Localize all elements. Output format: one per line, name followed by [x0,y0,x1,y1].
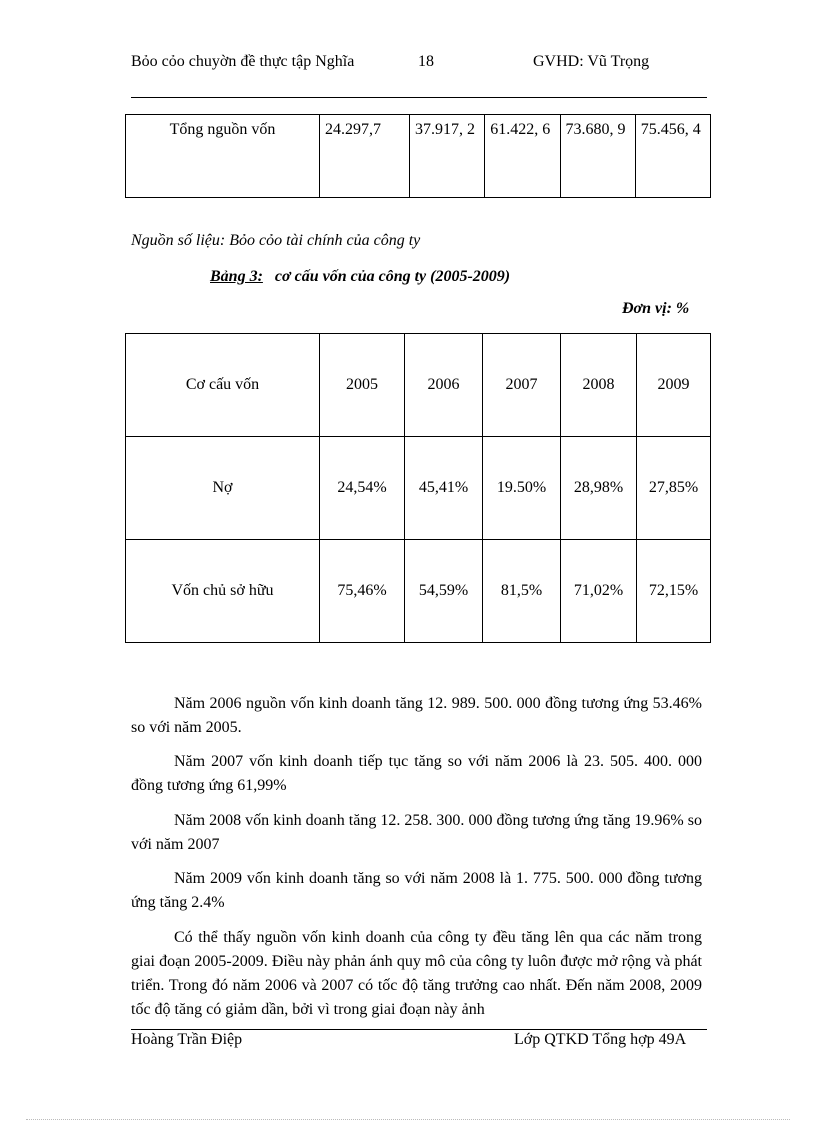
body-paragraph: Năm 2006 nguồn vốn kinh doanh tăng 12. 989. 500. 000 đồng tương ứng 53.46% so với năm 2005. [131,695,702,736]
source-note: Nguồn số liệu: Bỏo cỏo tài chính của công ty [131,232,421,249]
body-paragraph: Năm 2008 vốn kinh doanh tăng 12. 258. 300. 000 đồng tương ứng tăng 19.96% so với năm 2007 [131,812,702,853]
table-header-cell: Cơ cấu vốn [126,334,320,437]
table-cell: 72,15% [637,540,711,643]
table-cell: 19.50% [483,437,561,540]
header-divider [131,97,707,98]
table-header-cell: 2006 [405,334,483,437]
body-paragraph: Năm 2007 vốn kinh doanh tiếp tục tăng so với năm 2006 là 23. 505. 400. 000 đồng tương ứng 61,99% [131,753,702,794]
table-cell: 27,85% [637,437,711,540]
table-header-cell: 2007 [483,334,561,437]
caption-label: Bảng 3: [210,268,263,285]
footer-class: Lớp QTKD Tổng hợp 49A [514,1031,687,1048]
page-edge-divider [26,1119,790,1120]
table-header-cell: 2005 [320,334,405,437]
table-cell: 71,02% [561,540,637,643]
page-number: 18 [418,53,434,70]
body-paragraph: Năm 2009 vốn kinh doanh tăng so với năm 2008 là 1. 775. 500. 000 đồng tương ứng tăng 2.4% [131,870,702,911]
header-right-text: GVHD: Vũ Trọng [533,53,650,70]
unit-note: Đơn vị: % [622,300,690,317]
table-cell: 81,5% [483,540,561,643]
table-row [126,115,711,198]
table-cell: 28,98% [561,437,637,540]
table-cell: Vốn chủ sở hữu [126,540,320,643]
table-header-row [126,334,711,437]
capital-total-table [125,114,711,198]
table-cell: 37.917, 2 [410,115,485,198]
table-header-cell: 2008 [561,334,637,437]
caption-title: cơ cấu vốn của công ty (2005-2009) [274,268,511,285]
table-cell: 61.422, 6 [485,115,560,198]
table-cell: 24,54% [320,437,405,540]
footer-author: Hoàng Trần Điệp [131,1031,243,1048]
header-left-text: Bỏo cỏo chuyờn đề thực tập Nghĩa [131,53,355,70]
table-row [126,540,711,643]
table-cell: 54,59% [405,540,483,643]
table-cell: 73.680, 9 [560,115,635,198]
table-cell: Tổng nguồn vốn [126,115,320,198]
capital-structure-table [125,333,711,643]
table-cell: 45,41% [405,437,483,540]
table-cell: Nợ [126,437,320,540]
footer-divider [131,1029,707,1030]
table-header-cell: 2009 [637,334,711,437]
body-paragraph: Có thể thấy nguồn vốn kinh doanh của công ty đều tăng lên qua các năm trong giai đoạn 2005-2009. Điều này phản ánh quy mô của công ty luôn được mở rộng và phát triển. Trong đó năm 2006 và 2007 có tốc độ tăng trưởng cao nhất. Đến năm 2008, 2009 tốc độ tăng có giảm dần, bởi vì trong giai đoạn này ảnh [131,929,702,1018]
table-row [126,437,711,540]
table-cell: 75.456, 4 [635,115,710,198]
table-cell: 24.297,7 [320,115,410,198]
table-cell: 75,46% [320,540,405,643]
table-caption [210,268,510,286]
